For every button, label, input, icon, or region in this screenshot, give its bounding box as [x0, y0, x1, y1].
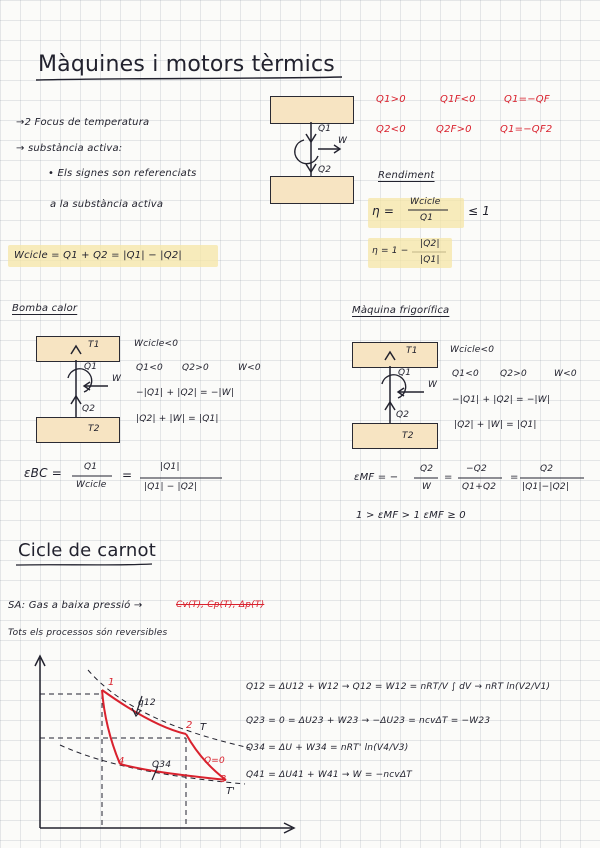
sign-row1-a: Q1>0	[376, 94, 406, 105]
carnot-q34: Q34	[152, 760, 172, 770]
bomba-line4: |Q2| + |W| = |Q1|	[136, 414, 219, 424]
bomba-eps-den1: Wcicle	[76, 480, 107, 490]
carnot-q-zero: Q=0	[204, 756, 225, 766]
carnot-eq1: Q12 = ΔU12 + W12 → Q12 = W12 = nRT/V ∫ dV → nRT ln(V2/V1)	[246, 682, 551, 692]
engine-w-label: W	[338, 136, 348, 146]
frigo-q1: Q1	[398, 368, 412, 378]
carnot-t-label: T	[200, 722, 207, 733]
frigo-line4: |Q2| + |W| = |Q1|	[454, 420, 537, 430]
sign-row1-b: Q1F<0	[440, 94, 476, 105]
intro-focus-sources: →2 Focus de temperatura	[16, 117, 150, 128]
bomba-t2: T2	[88, 424, 100, 434]
frigo-inequality: 1 > εMF > 1 εMF ≥ 0	[356, 510, 466, 521]
frigo-line2c: W<0	[554, 369, 577, 379]
frigo-line3: −|Q1| + |Q2| = −|W|	[452, 395, 551, 405]
bomba-q2: Q2	[82, 404, 96, 414]
bomba-line1: Wcicle<0	[134, 339, 179, 349]
bomba-q1: Q1	[84, 362, 98, 372]
frigo-eps-den3: |Q1|−|Q2|	[522, 482, 570, 492]
intro-substance: → substància activa:	[16, 143, 123, 154]
carnot-heading: Cicle de carnot	[18, 540, 156, 561]
frigo-eps-den2: Q1+Q2	[462, 482, 497, 492]
frigo-eps-lhs: εMF = −	[354, 472, 399, 483]
sign-row1-c: Q1=−QF	[504, 94, 550, 105]
bomba-line2a: Q1<0	[136, 363, 163, 373]
rendiment-f2-den: |Q1|	[420, 255, 440, 265]
work-formula: Wcicle = Q1 + Q2 = |Q1| − |Q2|	[14, 250, 182, 261]
bomba-line2c: W<0	[238, 363, 261, 373]
carnot-eq4: Q41 = ΔU41 + W41 → W = −ncvΔT	[246, 770, 413, 780]
carnot-sa-line: SA: Gas a baixa pressió →	[8, 600, 143, 611]
bomba-eps-num2: |Q1|	[160, 462, 180, 472]
carnot-eq3: Q34 = ΔU + W34 = nRT' ln(V4/V3)	[246, 743, 409, 753]
rendiment-f1-lhs: η =	[372, 204, 395, 218]
carnot-point-4: 4	[118, 756, 125, 767]
carnot-eq2: Q23 = 0 = ΔU23 + W23 → −ΔU23 = ncvΔT = −W23	[246, 716, 491, 726]
bomba-w: W	[112, 374, 122, 384]
frigo-eps-eq2: =	[510, 472, 519, 483]
frigo-line1: Wcicle<0	[450, 345, 495, 355]
page-title: Màquines i motors tèrmics	[38, 52, 335, 77]
sign-row2-b: Q2F>0	[436, 124, 472, 135]
frigo-q2: Q2	[396, 410, 410, 420]
bomba-eps-num1: Q1	[84, 462, 98, 472]
carnot-reversible: Tots els processos són reversibles	[8, 628, 168, 638]
bomba-line2b: Q2>0	[182, 363, 209, 373]
frigo-t2: T2	[402, 431, 414, 441]
rendiment-f2-num: |Q2|	[420, 239, 440, 249]
bomba-eps-den2: |Q1| − |Q2|	[144, 482, 198, 492]
bomba-heading: Bomba calor	[12, 303, 78, 314]
intro-bullet-line2: a la substància activa	[50, 199, 164, 210]
frigo-eps-num2: −Q2	[466, 464, 487, 474]
frigo-line2a: Q1<0	[452, 369, 479, 379]
bomba-eps-eq: =	[122, 468, 133, 482]
frigo-eps-num1: Q2	[420, 464, 434, 474]
carnot-t-prime: T'	[226, 786, 236, 797]
frigo-line2b: Q2>0	[500, 369, 527, 379]
sign-row2-a: Q2<0	[376, 124, 406, 135]
engine-q1-label: Q1	[318, 124, 332, 134]
rendiment-f1-rhs: ≤ 1	[468, 204, 491, 218]
rendiment-f2-lhs: η = 1 −	[372, 246, 409, 256]
sign-row2-c: Q1=−QF2	[500, 124, 553, 135]
carnot-point-2: 2	[186, 720, 193, 731]
rendiment-f1-num: Wcicle	[410, 197, 441, 207]
carnot-q12: q12	[138, 698, 156, 708]
rendiment-heading: Rendiment	[378, 170, 435, 181]
carnot-sa-crossed: Cv(T), Cp(T), Δp(T)	[176, 600, 265, 610]
rendiment-f1-den: Q1	[420, 213, 434, 223]
bomba-t1: T1	[88, 340, 100, 350]
frigo-eps-eq1: =	[444, 472, 453, 483]
frigo-t1: T1	[406, 346, 418, 356]
frigo-heading: Màquina frigorífica	[352, 305, 450, 316]
frigo-w: W	[428, 380, 438, 390]
engine-q2-label: Q2	[318, 165, 332, 175]
bomba-line3: −|Q1| + |Q2| = −|W|	[136, 388, 235, 398]
carnot-point-3: 3	[220, 774, 227, 785]
bomba-eps-lhs: εBC =	[24, 466, 62, 480]
carnot-point-1: 1	[108, 677, 115, 688]
intro-bullet-line1: • Els signes son referenciats	[48, 168, 197, 179]
frigo-eps-num3: Q2	[540, 464, 554, 474]
frigo-eps-den1: W	[422, 482, 432, 492]
